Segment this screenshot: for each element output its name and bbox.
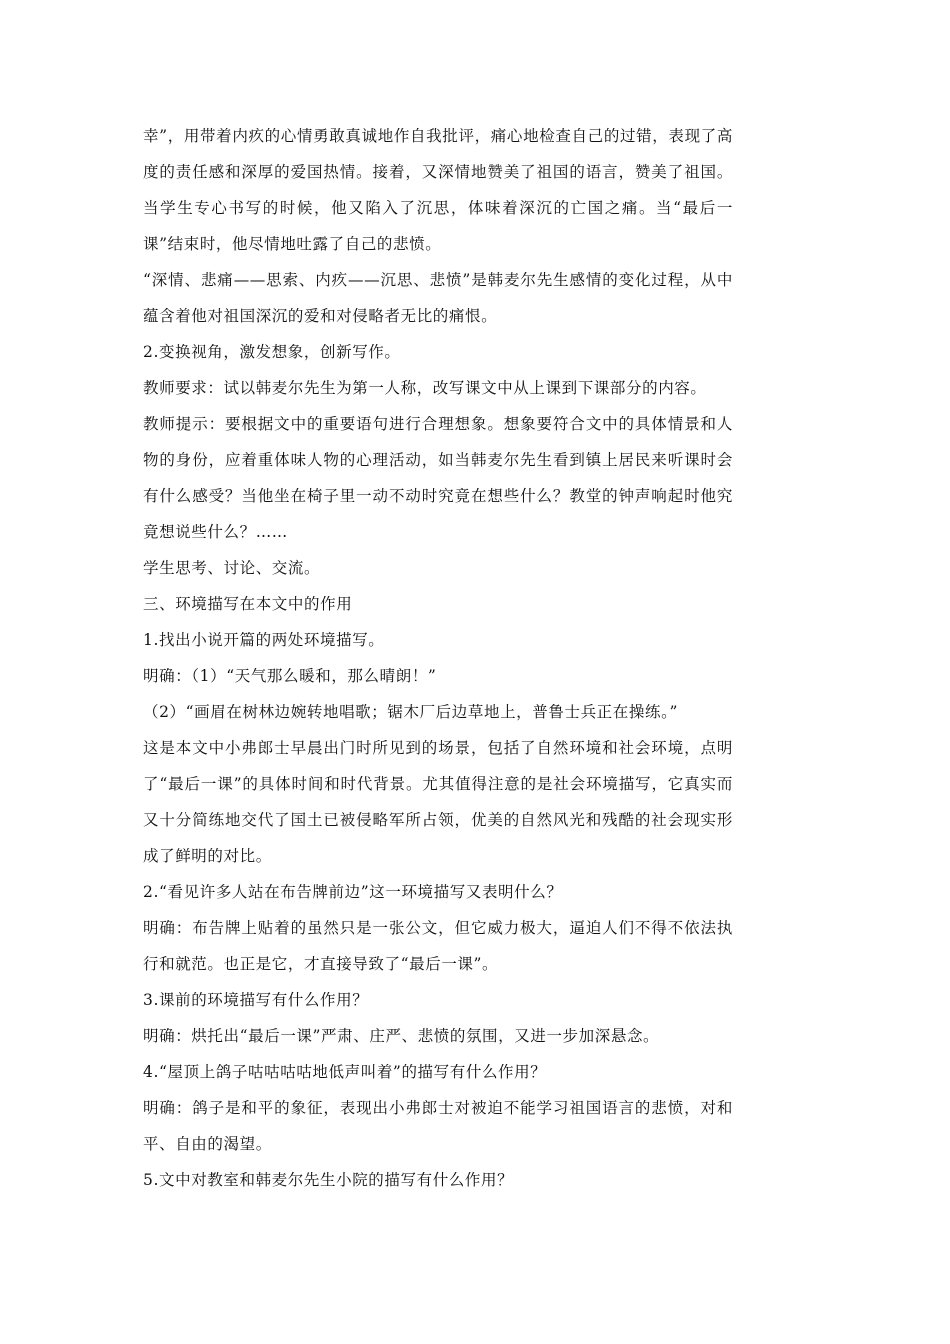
paragraph-continued-analysis: 幸”，用带着内疚的心情勇敢真诚地作自我批评，痛心地检查自己的过错，表现了高度的责任感和深厚的爱国热情。接着，又深情地赞美了祖国的语言，赞美了祖国。当学生专心书写的时候，他又陷入了沉思，体味着深沉的亡国之痛。当“最后一课”结束时，他尽情地吐露了自己的悲愤。 — [143, 127, 733, 253]
question-5: 5.文中对教室和韩麦尔先生小院的描写有什么作用？ — [143, 1171, 514, 1189]
answer-1-explanation: 这是本文中小弗郎士早晨出门时所见到的场景，包括了自然环境和社会环境，点明了“最后一课”的具体时间和时代背景。尤其值得注意的是社会环境描写，它真实而又十分简练地交代了国土已被侵略军所占领，优美的自然风光和残酷的社会现实形成了鲜明的对比。 — [143, 739, 733, 865]
answer-3: 明确：烘托出“最后一课”严肃、庄严、悲愤的氛围，又进一步加深悬念。 — [143, 1027, 660, 1045]
question-2: 2.“看见许多人站在布告牌前边”这一环境描写又表明什么？ — [143, 883, 563, 901]
question-1: 1.找出小说开篇的两处环境描写。 — [143, 631, 385, 649]
document-body — [143, 118, 733, 1198]
question-4: 4.“屋顶上鸽子咕咕咕咕地低声叫着”的描写有什么作用？ — [143, 1063, 547, 1081]
paragraph-teacher-hint: 教师提示：要根据文中的重要语句进行合理想象。想象要符合文中的具体情景和人物的身份，应着重体味人物的心理活动，如当韩麦尔先生看到镇上居民来听课时会有什么感受？当他坐在椅子里一动不动时究竟在想些什么？教堂的钟声响起时他究竟想说些什么？…… — [143, 415, 733, 541]
answer-1-part-1: 明确：（1）“天气那么暖和，那么晴朗！” — [143, 667, 437, 685]
paragraph-student-activity: 学生思考、讨论、交流。 — [143, 559, 321, 577]
paragraph-heading-2: 2.变换视角，激发想象，创新写作。 — [143, 343, 401, 361]
answer-1-part-2: （2）“画眉在树林边婉转地唱歌；锯木厂后边草地上，普鲁士兵正在操练。” — [143, 703, 678, 721]
answer-4: 明确：鸽子是和平的象征，表现出小弗郎士对被迫不能学习祖国语言的悲愤，对和平、自由的渴望。 — [143, 1099, 733, 1153]
paragraph-emotion-summary: “深情、悲痛——思索、内疚——沉思、悲愤”是韩麦尔先生感情的变化过程，从中蕴含着他对祖国深沉的爱和对侵略者无比的痛恨。 — [143, 271, 733, 325]
question-3: 3.课前的环境描写有什么作用？ — [143, 991, 369, 1009]
section-heading-3: 三、环境描写在本文中的作用 — [143, 595, 353, 613]
answer-2: 明确：布告牌上贴着的虽然只是一张公文，但它威力极大，逼迫人们不得不依法执行和就范。也正是它，才直接导致了“最后一课”。 — [143, 919, 733, 973]
paragraph-teacher-requirement: 教师要求：试以韩麦尔先生为第一人称，改写课文中从上课到下课部分的内容。 — [143, 379, 707, 397]
